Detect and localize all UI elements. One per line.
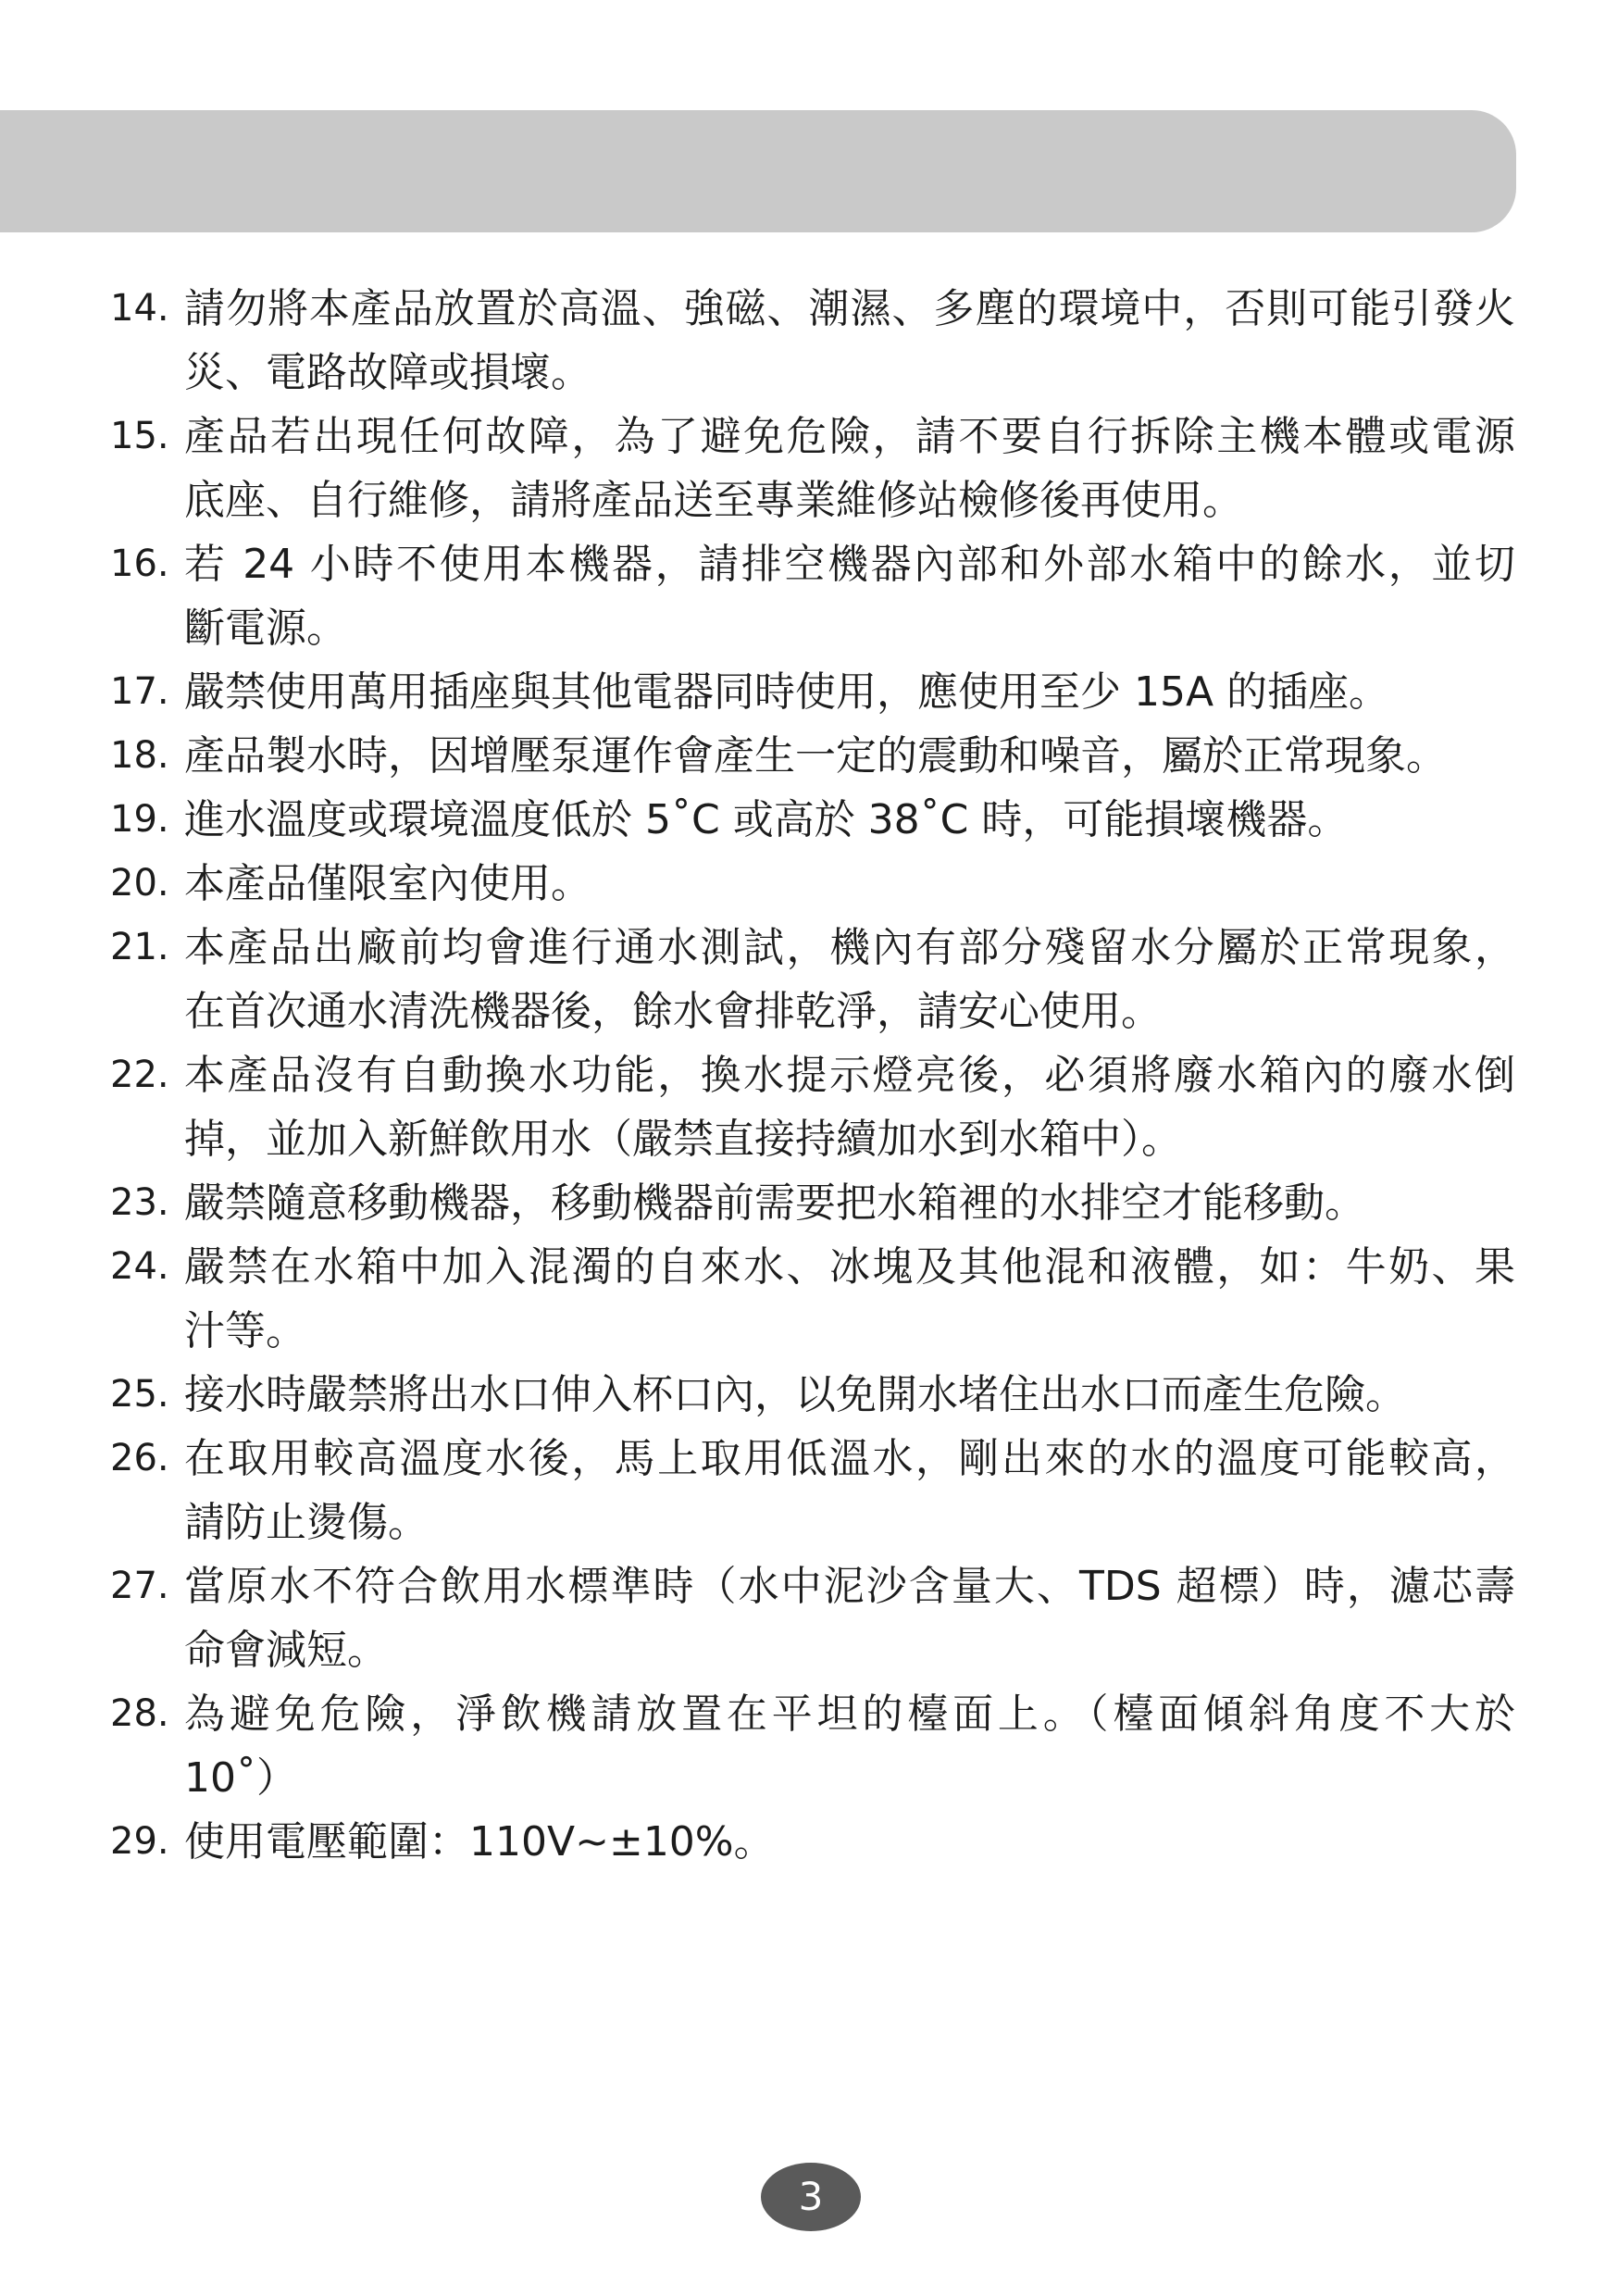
note-number: 19. — [110, 798, 169, 841]
note-line: 底座、自行維修，請將產品送至專業維修站檢修後再使用。 — [184, 477, 1243, 524]
note-text — [184, 1235, 1515, 1363]
note-line: 本產品僅限室內使用。 — [184, 860, 591, 907]
note-line: 若 24 小時不使用本機器，請排空機器內部和外部水箱中的餘水，並切 — [184, 541, 1515, 588]
note-line: 在首次通水清洗機器後，餘水會排乾淨，請安心使用。 — [184, 988, 1162, 1035]
note-line: 在取用較高溫度水後，馬上取用低溫水，剛出來的水的溫度可能較高， — [184, 1435, 1515, 1482]
note-number: 15. — [110, 415, 169, 457]
note-line: 使用電壓範圍：110V~±10%。 — [184, 1818, 775, 1866]
note-line: 產品製水時，因增壓泵運作會產生一定的震動和噪音，屬於正常現象。 — [184, 732, 1447, 780]
note-text — [184, 1363, 1515, 1427]
note-item-20 — [110, 852, 1515, 916]
note-item-24 — [110, 1235, 1515, 1363]
note-item-19 — [110, 788, 1515, 852]
note-text — [184, 660, 1515, 724]
note-item-25 — [110, 1363, 1515, 1427]
header-bar — [0, 110, 1516, 232]
note-line: 本產品出廠前均會進行通水測試，機內有部分殘留水分屬於正常現象， — [184, 924, 1515, 971]
note-text — [184, 1810, 1515, 1874]
note-text — [184, 405, 1515, 532]
note-text — [184, 724, 1515, 788]
note-line: 本產品沒有自動換水功能，換水提示燈亮後，必須將廢水箱內的廢水倒 — [184, 1052, 1515, 1099]
note-item-21 — [110, 916, 1515, 1043]
note-number: 21. — [110, 926, 169, 968]
note-item-18 — [110, 724, 1515, 788]
note-number: 29. — [110, 1820, 169, 1863]
note-item-28 — [110, 1682, 1515, 1810]
note-text — [184, 788, 1515, 852]
note-line: 災、電路故障或損壞。 — [184, 349, 591, 396]
note-number: 27. — [110, 1565, 169, 1607]
note-item-26 — [110, 1427, 1515, 1554]
note-number: 24. — [110, 1245, 169, 1288]
note-line: 為避免危險，淨飲機請放置在平坦的檯面上。（檯面傾斜角度不大於 — [184, 1691, 1515, 1738]
note-line: 請勿將本產品放置於高溫、強磁、潮濕、多塵的環境中，否則可能引發火 — [184, 285, 1515, 332]
note-number: 17. — [110, 670, 169, 713]
note-number: 28. — [110, 1692, 169, 1735]
note-text — [184, 1427, 1515, 1554]
note-line: 產品若出現任何故障，為了避免危險，請不要自行拆除主機本體或電源 — [184, 413, 1515, 460]
note-text — [184, 1043, 1515, 1171]
page-number: 3 — [798, 2174, 824, 2219]
note-number: 14. — [110, 287, 169, 330]
note-line: 進水溫度或環境溫度低於 5˚C 或高於 38˚C 時，可能損壞機器。 — [184, 796, 1349, 843]
note-number: 22. — [110, 1054, 169, 1096]
note-item-17 — [110, 660, 1515, 724]
note-text — [184, 532, 1515, 660]
note-number: 25. — [110, 1373, 169, 1416]
note-number: 20. — [110, 862, 169, 905]
note-item-16 — [110, 532, 1515, 660]
note-line: 命會減短。 — [184, 1627, 388, 1674]
note-item-15 — [110, 405, 1515, 532]
note-line: 當原水不符合飲用水標準時（水中泥沙含量大、TDS 超標）時，濾芯壽 — [184, 1563, 1515, 1610]
note-text — [184, 852, 1515, 916]
safety-notes-list — [110, 277, 1515, 1874]
note-line: 掉，並加入新鮮飲用水（嚴禁直接持續加水到水箱中）。 — [184, 1116, 1182, 1163]
page-number-badge — [761, 2163, 861, 2231]
note-item-29 — [110, 1810, 1515, 1874]
note-line: 嚴禁隨意移動機器，移動機器前需要把水箱裡的水排空才能移動。 — [184, 1179, 1365, 1227]
note-item-23 — [110, 1171, 1515, 1235]
note-number: 26. — [110, 1437, 169, 1479]
note-line: 10˚） — [184, 1754, 297, 1802]
note-number: 16. — [110, 543, 169, 585]
note-number: 18. — [110, 734, 169, 777]
note-text — [184, 277, 1515, 405]
note-text — [184, 1171, 1515, 1235]
note-text — [184, 916, 1515, 1043]
note-line: 請防止燙傷。 — [184, 1499, 429, 1546]
note-line: 嚴禁在水箱中加入混濁的自來水、冰塊及其他混和液體，如：牛奶、果 — [184, 1243, 1515, 1291]
note-item-14 — [110, 277, 1515, 405]
note-text — [184, 1554, 1515, 1682]
note-line: 接水時嚴禁將出水口伸入杯口內，以免開水堵住出水口而產生危險。 — [184, 1371, 1406, 1418]
note-line: 汁等。 — [184, 1307, 306, 1354]
note-item-27 — [110, 1554, 1515, 1682]
note-text — [184, 1682, 1515, 1810]
note-line: 斷電源。 — [184, 605, 347, 652]
note-number: 23. — [110, 1181, 169, 1224]
note-line: 嚴禁使用萬用插座與其他電器同時使用，應使用至少 15A 的插座。 — [184, 668, 1390, 716]
note-item-22 — [110, 1043, 1515, 1171]
